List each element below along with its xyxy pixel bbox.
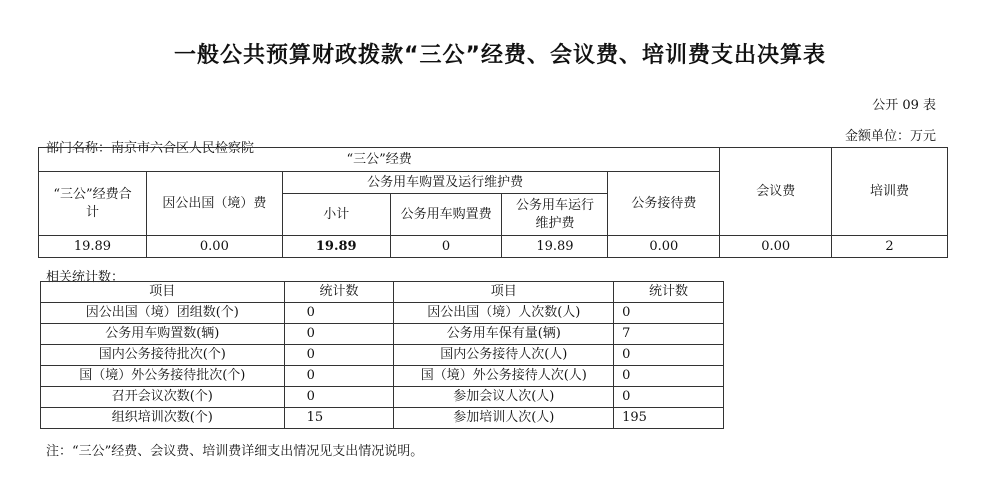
table-row xyxy=(41,345,724,366)
header-abroad: 因公出国（境）费 xyxy=(146,172,282,236)
stats-value: 0 xyxy=(284,366,394,387)
table-row xyxy=(41,408,724,429)
stats-header-item: 项目 xyxy=(394,282,614,303)
stats-value: 0 xyxy=(614,303,724,324)
table-row xyxy=(41,387,724,408)
stats-item: 参加培训人次(人) xyxy=(394,408,614,429)
stats-value: 0 xyxy=(614,387,724,408)
stats-header-count: 统计数 xyxy=(614,282,724,303)
header-reception: 公务接待费 xyxy=(608,172,720,236)
value-meeting: 0.00 xyxy=(720,236,832,258)
stats-item: 因公出国（境）团组数(个) xyxy=(41,303,285,324)
stats-header-count: 统计数 xyxy=(284,282,394,303)
value-subtotal: 19.89 xyxy=(282,236,390,258)
stats-item: 组织培训次数(个) xyxy=(41,408,285,429)
table-row xyxy=(41,366,724,387)
stats-value: 7 xyxy=(614,324,724,345)
stats-item: 公务用车保有量(辆) xyxy=(394,324,614,345)
stats-item: 公务用车购置数(辆) xyxy=(41,324,285,345)
stats-item: 召开会议次数(个) xyxy=(41,387,285,408)
value-training: 2 xyxy=(832,236,948,258)
stats-value: 0 xyxy=(284,345,394,366)
value-reception: 0.00 xyxy=(608,236,720,258)
stats-value: 0 xyxy=(614,345,724,366)
stats-item: 国（境）外公务接待批次(个) xyxy=(41,366,285,387)
form-number: 公开 09 表 xyxy=(872,98,936,113)
stats-label: 相关统计数： xyxy=(46,270,125,285)
header-car-purchase: 公务用车购置费 xyxy=(390,194,502,236)
unit-label: 金额单位：万元 xyxy=(844,129,936,144)
header-subtotal: 小计 xyxy=(282,194,390,236)
value-total: 19.89 xyxy=(39,236,147,258)
value-car-purchase: 0 xyxy=(390,236,502,258)
stats-value: 15 xyxy=(284,408,394,429)
stats-item: 国内公务接待批次(个) xyxy=(41,345,285,366)
stats-item: 国（境）外公务接待人次(人) xyxy=(394,366,614,387)
header-meeting: 会议费 xyxy=(720,148,832,236)
value-car-run: 19.89 xyxy=(502,236,608,258)
table-row xyxy=(41,303,724,324)
header-car-group: 公务用车购置及运行维护费 xyxy=(282,172,608,194)
stats-value: 0 xyxy=(614,366,724,387)
header-total: “三公”经费合计 xyxy=(39,172,147,236)
stats-table xyxy=(40,281,724,429)
expenditure-table xyxy=(38,147,948,258)
value-abroad: 0.00 xyxy=(146,236,282,258)
stats-value: 0 xyxy=(284,303,394,324)
table-row xyxy=(41,324,724,345)
header-car-run: 公务用车运行维护费 xyxy=(502,194,608,236)
stats-value: 0 xyxy=(284,387,394,408)
header-sangong: “三公”经费 xyxy=(39,148,720,172)
header-training: 培训费 xyxy=(832,148,948,236)
stats-item: 因公出国（境）人次数(人) xyxy=(394,303,614,324)
stats-value: 195 xyxy=(614,408,724,429)
stats-item: 国内公务接待人次(人) xyxy=(394,345,614,366)
stats-item: 参加会议人次(人) xyxy=(394,387,614,408)
department-label: 部门名称：南京市六合区人民检察院 xyxy=(46,141,255,156)
stats-header-item: 项目 xyxy=(41,282,285,303)
page-title: 一般公共预算财政拨款“三公”经费、会议费、培训费支出决算表 xyxy=(174,43,826,68)
footnote: 注：“三公”经费、会议费、培训费详细支出情况见支出情况说明。 xyxy=(46,444,424,459)
stats-value: 0 xyxy=(284,324,394,345)
